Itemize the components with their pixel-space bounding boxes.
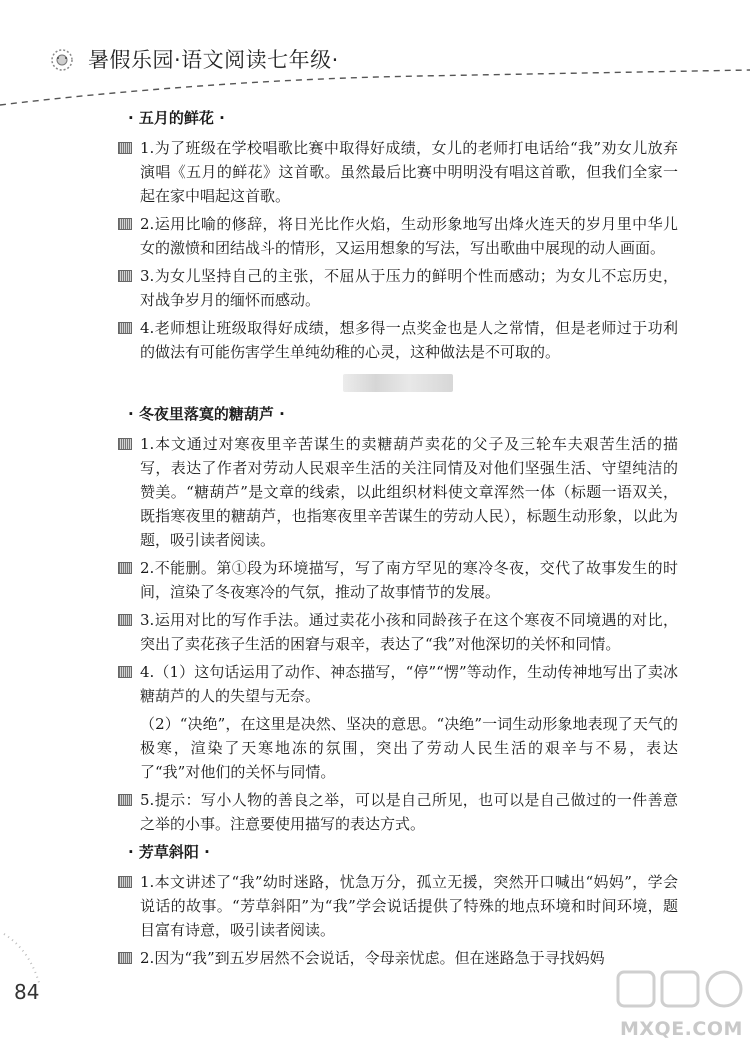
answer-item: 3.运用对比的写作手法。通过卖花小孩和同龄孩子在这个寒夜不同境遇的对比，突出了卖花孩子生活的困窘与艰辛，表达了“我”对他深切的关怀和同情。 — [118, 608, 678, 656]
answer-marker-icon — [118, 270, 132, 282]
answer-subitem: （2）“决绝”，在这里是决然、坚决的意思。“决绝”一词生动形象地表现了天气的极寒，渲染了天寒地冻的氛围，突出了劳动人民生活的艰辛与不易，表达了“我”对他们的关怀与同情。 — [140, 715, 678, 781]
answer-marker-icon — [118, 562, 132, 574]
answer-marker-icon — [118, 322, 132, 334]
answer-marker-icon — [118, 438, 132, 450]
answer-marker-icon — [118, 794, 132, 806]
flower-icon — [52, 50, 72, 70]
answer-marker-icon — [118, 218, 132, 230]
answer-item: 5.提示：写小人物的善良之举，可以是自己所见，也可以是自己做过的一件善意之举的小事。注意要使用描写的表达方式。 — [118, 788, 678, 836]
answer-item: 4.（1）这句话运用了动作、神态描写，“停”“愣”等动作，生动传神地写出了卖冰糖葫芦的人的失望与无奈。 — [118, 660, 678, 708]
page-header — [0, 0, 750, 110]
header-dashed-line — [0, 70, 750, 105]
answer-marker-icon — [118, 876, 132, 888]
answer-item: 2.运用比喻的修辞，将日光比作火焰，生动形象地写出烽火连天的岁月里中华儿女的激愤和团结战斗的情形，又运用想象的写法，写出歌曲中展现的动人画面。 — [118, 212, 678, 260]
answer-content — [118, 106, 678, 974]
page-number: 84 — [14, 980, 40, 1004]
answer-marker-icon — [118, 666, 132, 678]
answer-item: 1.本文讲述了“我”幼时迷路，忧急万分，孤立无援，突然开口喊出“妈妈”，学会说话的故事。“芳草斜阳”为“我”学会说话提供了特殊的地点环境和时间环境，题目富有诗意，吸引读者阅读。 — [118, 870, 678, 942]
answer-item: 4.老师想让班级取得好成绩，想多得一点奖金也是人之常情，但是老师过于功利的做法有可能伤害学生单纯幼稚的心灵，这种做法是不可取的。 — [118, 316, 678, 364]
answer-marker-icon — [118, 142, 132, 154]
answer-item: 1.为了班级在学校唱歌比赛中取得好成绩，女儿的老师打电话给“我”劝女儿放弃演唱《五月的鲜花》这首歌。虽然最后比赛中明明没有唱这首歌，但我们全家一起在家中唱起这首歌。 — [118, 136, 678, 208]
answer-item: 2.不能删。第①段为环境描写，写了南方罕见的寒冷冬夜，交代了故事发生的时间，渲染了冬夜寒冷的气氛，推动了故事情节的发展。 — [118, 556, 678, 604]
header-title: 暑假乐园·语文阅读七年级· — [88, 48, 339, 72]
answer-item: 1.本文通过对寒夜里辛苦谋生的卖糖葫芦卖花的父子及三轮车夫艰苦生活的描写，表达了作者对劳动人民艰辛生活的关注同情及对他们坚强生活、守望纯洁的赞美。“糖葫芦”是文章的线索，以此组织材料使文章浑然一体（标题一语双关，既指寒夜里的糖葫芦，也指寒夜里辛苦谋生的劳动人民），标题生动形象，以此为题，吸引读者阅读。 — [118, 432, 678, 552]
section-title: · 五月的鲜花 · — [128, 109, 225, 127]
answer-item: 2.因为“我”到五岁居然不会说话，令母亲忧虑。但在迷路急于寻找妈妈 — [118, 946, 678, 970]
section-divider-banner — [343, 374, 453, 392]
answer-marker-icon — [118, 614, 132, 626]
section-title: · 芳草斜阳 · — [128, 843, 210, 861]
answer-marker-icon — [118, 952, 132, 964]
section-title: · 冬夜里落寞的糖葫芦 · — [128, 405, 285, 423]
answer-item: 3.为女儿坚持自己的主张，不屈从于压力的鲜明个性而感动；为女儿不忘历史，对战争岁月的缅怀而感动。 — [118, 264, 678, 312]
watermark-text: MXQE.COM — [620, 1018, 743, 1040]
